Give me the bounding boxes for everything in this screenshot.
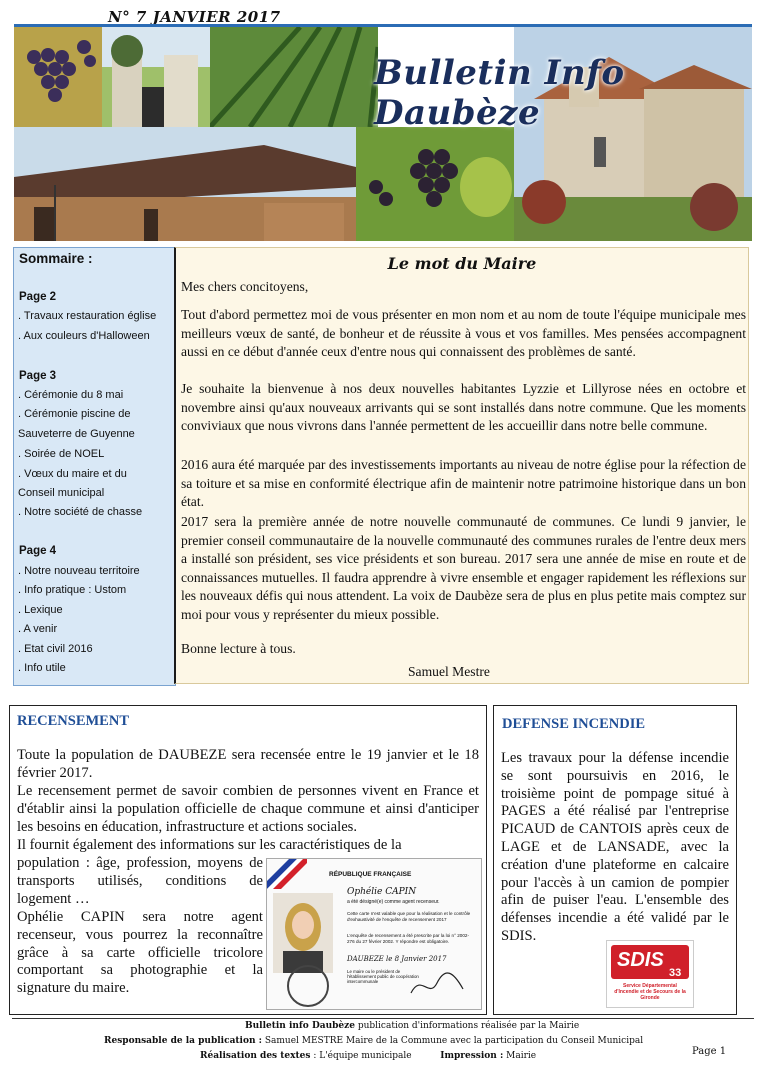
sommaire-item: . Notre nouveau territoire bbox=[18, 565, 140, 577]
paragraph: 2017 sera la première année de notre nouvelle communauté de communes. Ce lundi 9 janvier, le premier conseil communautaire de la nouvelle communauté des communes rurales de l'entre deux mers a installé son président, ses vice présidents et son bureau. 2017 sera une année de mise en route et de connaissances mutuelles. Il faudra apprendre à vivre ensemble et engager rapidement les réflexions sur les nouveaux défis qui nous attendent. La voix de Daubèze sera de plus en plus petite mais comptez sur moi pour vous y représenter du mieux possible. bbox=[181, 514, 746, 622]
recensement-title: RECENSEMENT bbox=[17, 713, 129, 729]
closing: Bonne lecture à tous. bbox=[181, 641, 296, 656]
recensement-paragraph: population : âge, profession, moyens de transports utilisés, conditions de logement … bbox=[17, 855, 263, 907]
sommaire-item: . Cérémonie piscine de bbox=[18, 408, 131, 420]
paragraph: Tout d'abord permettez moi de vous présenter en mon nom et au nom de toute l'équipe municipale mes meilleurs vœux de santé, de bonheur et de réussite à vous et vos familles. Mes pensées accompagnent aussi en ce début d'année ceux d'entre nous qui connaissent des problèmes de santé. bbox=[181, 307, 746, 360]
footer-publication-text: publication d'informations réalisée par la Mairie bbox=[354, 1021, 580, 1031]
sommaire-item: . Notre société de chasse bbox=[18, 506, 143, 518]
recensement-paragraph: Il fournit également des informations sur les caractéristiques de la bbox=[17, 837, 402, 853]
sommaire-item: . Etat civil 2016 bbox=[18, 643, 93, 655]
sommaire-item: Sauveterre de Guyenne bbox=[18, 428, 135, 440]
official-stamp-icon bbox=[287, 965, 329, 1007]
sommaire-item: Conseil municipal bbox=[18, 487, 105, 499]
footer-responsable-text: Samuel MESTRE Maire de la Commune avec la participation du Conseil Municipal bbox=[261, 1036, 644, 1046]
paragraph: 2016 aura été marquée par des investissements importants au niveau de notre église pour la réfection de sa toiture et sa mise en conformité électrique afin de maintenir notre patrimoine historique dans un bon état. bbox=[181, 457, 746, 510]
recensement-paragraph: Le recensement permet de savoir combien de personnes vivent en France et d'établir ainsi la population officielle de chaque commune et ainsi d'anticiper les besoins en éducation, infrastructure et actions sociales. bbox=[17, 783, 479, 835]
defense-incendie-title: DEFENSE INCENDIE bbox=[502, 716, 646, 732]
sommaire-item: . Lexique bbox=[18, 604, 63, 616]
sommaire-section-label: Page 2 bbox=[19, 291, 57, 303]
sommaire-item: . Soirée de NOEL bbox=[18, 448, 105, 460]
page-number: Page 1 bbox=[692, 1046, 727, 1057]
mot-du-maire-title: Le mot du Maire bbox=[387, 254, 537, 273]
sommaire-item: . Info utile bbox=[18, 662, 66, 674]
greeting: Mes chers concitoyens, bbox=[181, 279, 309, 294]
footer-textes-label: Réalisation des textes bbox=[200, 1051, 311, 1061]
sdis-logo-text: SDIS bbox=[617, 949, 664, 971]
sommaire-item: . Info pratique : Ustom bbox=[18, 584, 127, 596]
sommaire-item: . Cérémonie du 8 mai bbox=[18, 389, 124, 401]
bulletin-title: Bulletin Info Daubèze bbox=[374, 53, 625, 133]
footer-textes-text: : L'équipe municipale bbox=[310, 1051, 412, 1061]
sdis-logo bbox=[606, 940, 694, 1008]
signature: Samuel Mestre bbox=[408, 664, 490, 679]
sommaire-section-label: Page 3 bbox=[19, 370, 57, 382]
card-republique: RÉPUBLIQUE FRANÇAISE bbox=[329, 871, 412, 878]
issue-number: N° 7 JANVIER 2017 bbox=[108, 8, 281, 26]
footer-publication-label: Bulletin info Daubèze bbox=[245, 1021, 355, 1031]
sommaire-item: . A venir bbox=[18, 623, 58, 635]
card-place-date: DAUBEZE le 8 Janvier 2017 bbox=[347, 955, 447, 963]
grapes-photo bbox=[14, 27, 102, 127]
defense-incendie-box bbox=[493, 705, 737, 1015]
sommaire-item: . Aux couleurs d'Halloween bbox=[18, 330, 150, 342]
card-designe: a été désigné(e) comme agent recenseur. bbox=[347, 899, 440, 905]
card-loi: L'enquête de recensement a été prescrite par la loi n° 2002-276 du 27 février 2002. Y répondre est obligatoire. bbox=[347, 933, 469, 944]
recensement-paragraph: Ophélie CAPIN sera notre agent recenseur, vous pourrez la reconnaître grâce à sa carte officielle tricolore comportant sa photographie et la signature du maire. bbox=[17, 909, 263, 997]
vineyard-photo bbox=[210, 27, 378, 127]
tricolor-stripe bbox=[267, 859, 307, 889]
paragraph: Je souhaite la bienvenue à nos deux nouvelles habitantes Lyzzie et Lillyrose nées en octobre et novembre ainsi qu'aux nouveaux arrivants qui se sont installés dans notre commune. Que les moments conviviaux que nous vivrons dans l'année permettent de les accueillir dans notre belle commune. bbox=[181, 381, 746, 434]
sommaire-section-label: Page 4 bbox=[19, 545, 57, 557]
sommaire-item: . Vœux du maire et du bbox=[18, 468, 127, 480]
gate-photo bbox=[102, 27, 210, 127]
recensement-paragraph: Toute la population de DAUBEZE sera recensée entre le 19 janvier et le 18 février 2017. bbox=[17, 747, 479, 781]
card-maire: Le maire ou le président de l'établissement public de coopération intercommunale bbox=[347, 969, 419, 985]
sdis-logo-caption: Service Départemental d'Incendie et de Secours de la Gironde bbox=[614, 983, 686, 1001]
sommaire-panel bbox=[13, 247, 176, 686]
card-valid: Cette carte n'est valable que pour la réalisation et le contrôle d'exhaustivité de l'enquête de recensement 2017 bbox=[347, 911, 471, 922]
footer-line-1 bbox=[245, 1021, 579, 1031]
defense-incendie-text: Les travaux pour la défense incendie se sont poursuivis en 2016, le troisième point de pompage situé à PAGES a été réalisé par l'entreprise PICAUD de CANTOIS après ceux de LAGE et de LANSADE, avec la création d'une plateforme en calcaire pour l'accès à un camion de pompier afin de puiser l'eau. L'ensemble des défenses incendie a été validé par le SDIS. bbox=[501, 750, 729, 944]
school-photo bbox=[14, 127, 356, 241]
signature-mark-icon bbox=[407, 969, 467, 1006]
recensement-box bbox=[9, 705, 487, 1015]
footer-line-3 bbox=[200, 1051, 536, 1061]
footer-responsable-label: Responsable de la publication : bbox=[104, 1036, 262, 1046]
sommaire-item: . Travaux restauration église bbox=[18, 310, 157, 322]
banner bbox=[14, 24, 752, 241]
footer-impression-text: Mairie bbox=[503, 1051, 537, 1061]
footer-rule bbox=[12, 1018, 754, 1019]
footer-line-2 bbox=[104, 1036, 643, 1046]
sdis-logo-number: 33 bbox=[669, 967, 682, 979]
mot-du-maire-panel bbox=[174, 247, 749, 684]
grape-leaves-photo bbox=[356, 127, 514, 241]
card-agent-name: Ophélie CAPIN bbox=[347, 887, 417, 897]
census-agent-card bbox=[266, 858, 482, 1010]
agent-photo bbox=[273, 893, 333, 973]
sommaire-title: Sommaire : bbox=[19, 251, 93, 266]
footer-impression-label: Impression : bbox=[440, 1051, 504, 1061]
